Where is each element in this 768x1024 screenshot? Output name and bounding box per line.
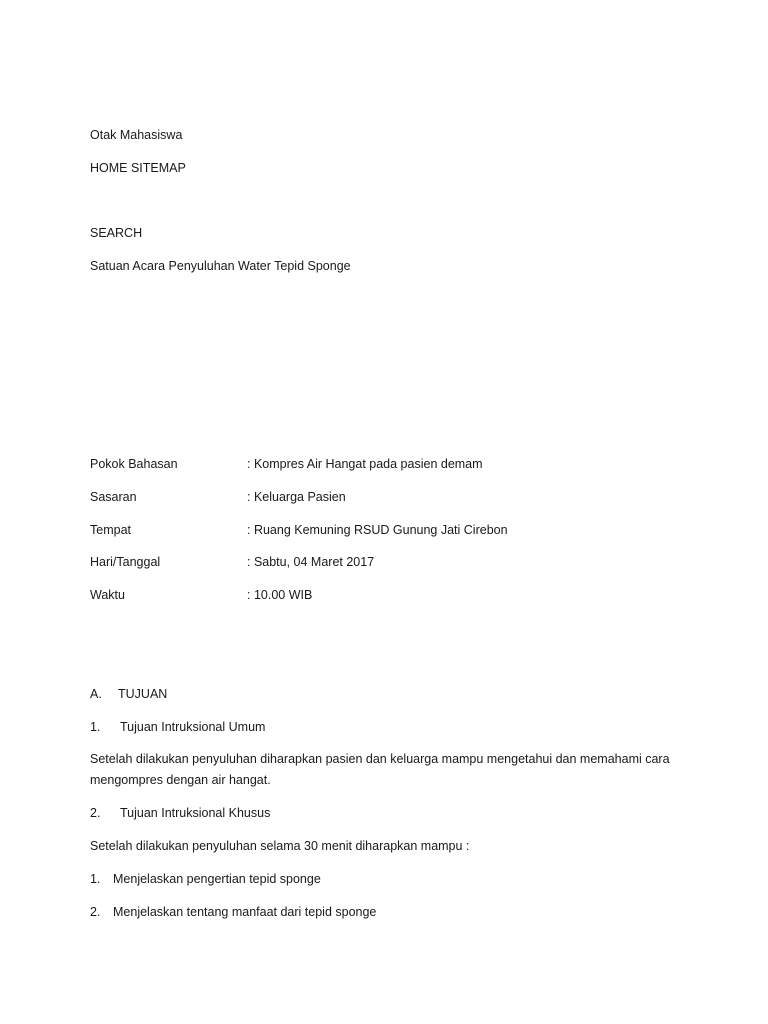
info-value: : Sabtu, 04 Maret 2017	[247, 555, 375, 569]
info-label: Pokok Bahasan	[90, 457, 178, 471]
info-label: Waktu	[90, 588, 125, 602]
info-value: : Ruang Kemuning RSUD Gunung Jati Cirebon	[247, 523, 508, 537]
nav-links: HOME SITEMAP	[90, 161, 186, 175]
info-label: Tempat	[90, 523, 131, 537]
section-heading: TUJUAN	[118, 687, 168, 701]
info-label: Sasaran	[90, 490, 137, 504]
info-value: : Keluarga Pasien	[247, 490, 346, 504]
subsection-number: 1.	[90, 720, 101, 734]
subsection-heading: Tujuan Intruksional Khusus	[120, 806, 271, 820]
info-label: Hari/Tanggal	[90, 555, 161, 569]
list-text: Menjelaskan tentang manfaat dari tepid sponge	[113, 905, 377, 919]
subsection-number: 2.	[90, 806, 101, 820]
info-value: : Kompres Air Hangat pada pasien demam	[247, 457, 483, 471]
paragraph: Setelah dilakukan penyuluhan diharapkan pasien dan keluarga mampu mengetahui dan memahami cara mengompres dengan air hangat.	[90, 752, 670, 787]
list-number: 1.	[90, 872, 101, 886]
list-text: Menjelaskan pengertian tepid sponge	[113, 872, 321, 886]
subsection-heading: Tujuan Intruksional Umum	[120, 720, 266, 734]
list-number: 2.	[90, 905, 101, 919]
document-title: Satuan Acara Penyuluhan Water Tepid Sponge	[90, 259, 351, 273]
info-value: : 10.00 WIB	[247, 588, 313, 602]
site-title: Otak Mahasiswa	[90, 128, 183, 142]
section-marker: A.	[90, 687, 102, 701]
search-label: SEARCH	[90, 226, 143, 240]
paragraph: Setelah dilakukan penyuluhan selama 30 menit diharapkan mampu :	[90, 839, 470, 853]
